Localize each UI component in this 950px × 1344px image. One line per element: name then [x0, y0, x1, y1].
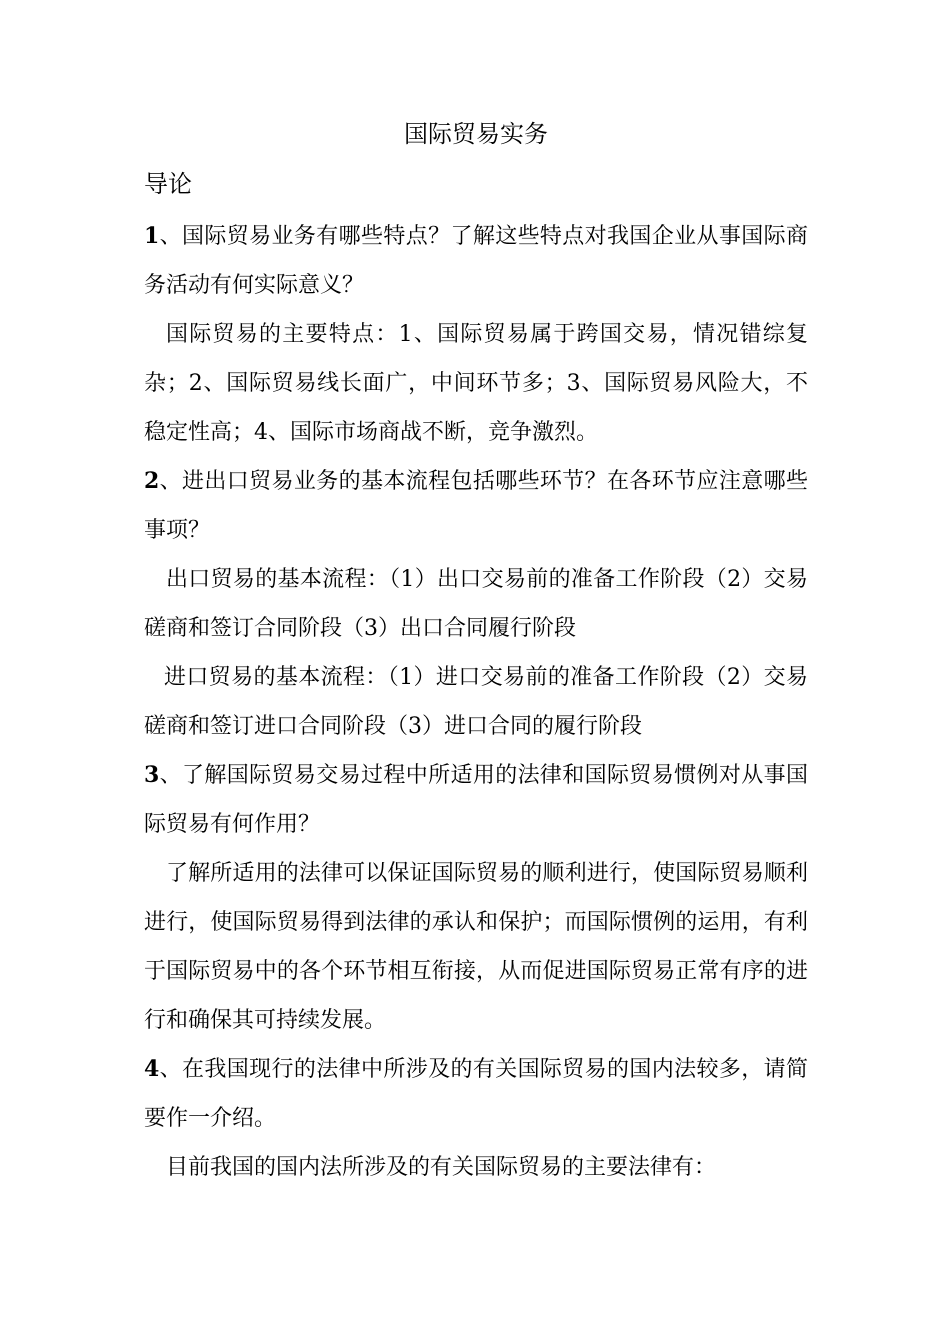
question-text: 、进出口贸易业务的基本流程包括哪些环节？在各环节应注意哪些事项？ [144, 469, 808, 543]
question-4 [144, 1045, 808, 1143]
answer-4: 目前我国的国内法所涉及的有关国际贸易的主要法律有： [166, 1155, 717, 1180]
question-text: 、在我国现行的法律中所涉及的有关国际贸易的国内法较多，请简要作一介绍。 [144, 1057, 808, 1131]
answer-1: 国际贸易的主要特点：1、国际贸易属于跨国交易，情况错综复杂；2、国际贸易线长面广，中间环节多；3、国际贸易风险大，不稳定性高；4、国际市场商战不断，竞争激烈。 [144, 322, 808, 445]
question-number: 2 [144, 468, 160, 494]
document-title: 国际贸易实务 [404, 120, 548, 148]
question-1 [144, 212, 808, 310]
question-number: 4 [144, 1056, 160, 1082]
answer-3: 了解所适用的法律可以保证国际贸易的顺利进行，使国际贸易顺利进行，使国际贸易得到法律的承认和保护；而国际惯例的运用，有利于国际贸易中的各个环节相互衔接，从而促进国际贸易正常有序的进行和确保其可持续发展。 [144, 861, 808, 1033]
answer-2-export: 出口贸易的基本流程：（1）出口交易前的准备工作阶段（2）交易磋商和签订合同阶段（3）出口合同履行阶段 [144, 567, 808, 641]
question-2 [144, 457, 808, 555]
question-text: 、国际贸易业务有哪些特点？了解这些特点对我国企业从事国际商务活动有何实际意义？ [144, 224, 808, 298]
question-text: 、了解国际贸易交易过程中所适用的法律和国际贸易惯例对从事国际贸易有何作用？ [144, 763, 808, 837]
section-heading: 导论 [144, 170, 192, 198]
question-3 [144, 751, 808, 849]
question-number: 1 [144, 223, 160, 249]
question-number: 3 [144, 762, 160, 788]
document-body [144, 112, 808, 1192]
answer-2-import: 进口贸易的基本流程：（1）进口交易前的准备工作阶段（2）交易磋商和签订进口合同阶段（3）进口合同的履行阶段 [144, 665, 808, 739]
